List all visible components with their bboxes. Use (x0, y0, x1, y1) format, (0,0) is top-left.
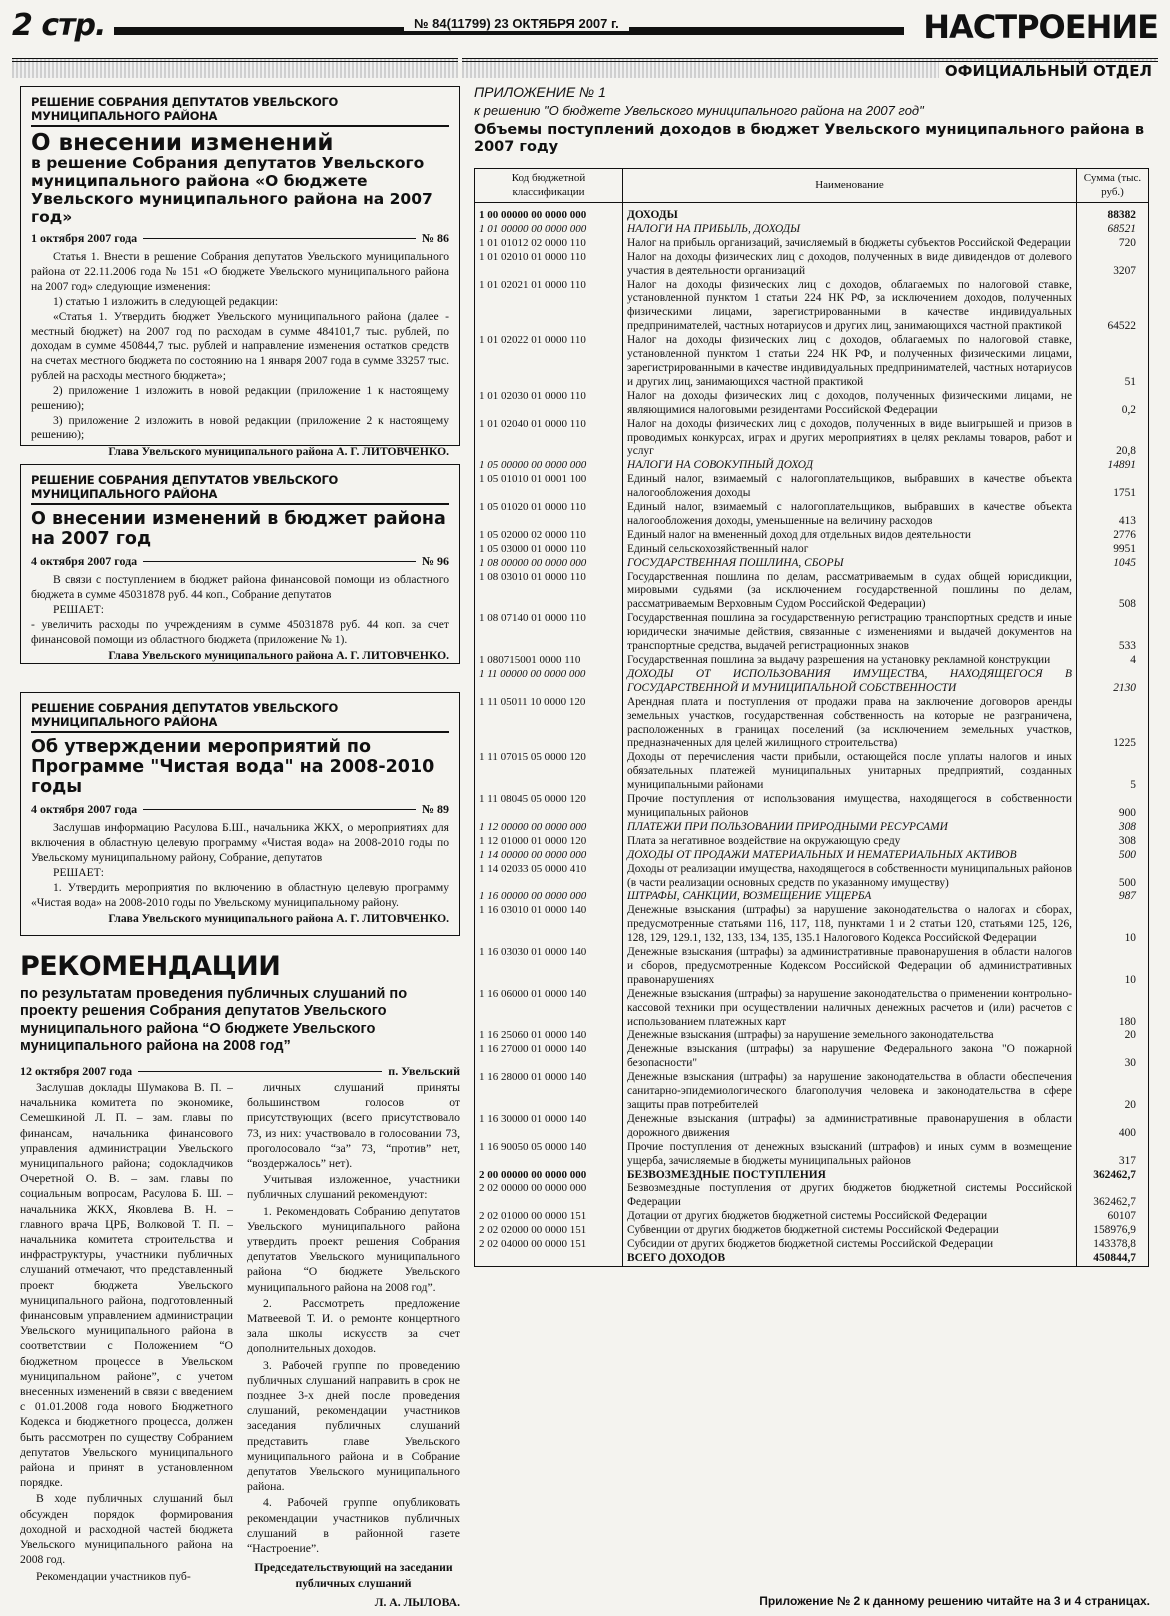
cell-name: ГОСУДАРСТВЕННАЯ ПОШЛИНА, СБОРЫ (623, 557, 1077, 571)
subsection-name: ОФИЦИАЛЬНЫЙ ОТДЕЛ (939, 62, 1158, 80)
cell-sum: 720 (1077, 237, 1149, 251)
decision-date: 4 октября 2007 года (31, 554, 138, 569)
cell-name: Доходы от перечисления части прибыли, остающейся после уплаты налогов и иных обязательных платежей муниципальных унитарных предприятий, созданных муниципальными районами (623, 751, 1077, 793)
cell-name: Налог на доходы физических лиц с доходов, облагаемых по налоговой ставке, установленной пунктом 1 статьи 224 НК РФ, за исключением доходов, полученных физическими лицами, зарегистрированными в качестве индивидуальных предпринимателей, частных нотариусов и других лиц, занимающихся частной практикой (623, 279, 1077, 335)
table-row (475, 946, 1149, 988)
table-row (475, 890, 1149, 904)
cell-sum: 900 (1077, 793, 1149, 821)
table-body (475, 203, 1149, 1267)
table-row (475, 390, 1149, 418)
appendix-header (474, 84, 1158, 157)
cell-code: 1 16 30000 01 0000 140 (475, 1113, 623, 1141)
cell-sum: 3207 (1077, 251, 1149, 279)
table-row (475, 1224, 1149, 1238)
decision-title: Об утверждении мероприятий по Программе "Чистая вода" на 2008-2010 годы (31, 737, 435, 798)
column-header-sum: Сумма (тыс. руб.) (1077, 169, 1149, 203)
cell-name: Плата за негативное воздействие на окружающую среду (623, 835, 1077, 849)
paragraph: 3) приложение 2 изложить в новой редакции (приложение 2 к настоящему решению); (31, 413, 449, 442)
paragraph: 4. Рабочей группе опубликовать рекомендации участников публичных слушаний в районной газете “Настроение”. (247, 1496, 460, 1556)
cell-name: Единый налог, взимаемый с налогоплательщиков, выбравших в качестве объекта налогообложения доходы, уменьшенные на величину расходов (623, 501, 1077, 529)
cell-code: 1 16 00000 00 0000 000 (475, 890, 623, 904)
cell-sum: 500 (1077, 849, 1149, 863)
table-row (475, 821, 1149, 835)
paragraph: «Статья 1. Утвердить бюджет Увельского муниципального района (далее - местный бюджет) на 2007 год по расходам в сумме 484101,7 тыс. рублей, по доходам в сумме 450844,7 тыс. рублей и направление изменения остатков средств на счетах местного бюджета по состоянию на 1 января 2007 года в сумме 33257 тыс. рублей на расходы местного бюджета»; (31, 309, 449, 383)
cell-code (475, 1252, 623, 1266)
left-section-bar (12, 58, 458, 78)
cell-sum: 68521 (1077, 223, 1149, 237)
paragraph: 2. Рассмотреть предложение Матвеевой Т. И. о ремонте концертного зала школы искусств за счет дополнительных доходов. (247, 1296, 460, 1356)
cell-code: 1 16 25060 01 0000 140 (475, 1029, 623, 1043)
cell-code: 1 14 02033 05 0000 410 (475, 863, 623, 891)
cell-name: Дотации от других бюджетов бюджетной системы Российской Федерации (623, 1210, 1077, 1224)
paragraph: 1. Утвердить мероприятия по включению в областную целевую программу «Чистая вода» на 2008-2010 годы по Увельскому муниципальному району. (31, 880, 449, 909)
decision-date: 4 октября 2007 года (31, 802, 138, 817)
decision-kicker: РЕШЕНИЕ СОБРАНИЯ ДЕПУТАТОВ УВЕЛЬСКОГО МУНИЦИПАЛЬНОГО РАЙОНА (31, 473, 339, 501)
signature: Глава Увельского муниципального района А. Г. ЛИТОВЧЕНКО. (108, 912, 449, 926)
signature-role: Председательствующий на заседании публичных слушаний (254, 1561, 453, 1590)
paragraph: Рекомендации участников пуб- (36, 1569, 191, 1583)
table-row (475, 668, 1149, 696)
table-row (475, 988, 1149, 1030)
recommendations-title: РЕКОМЕНДАЦИИ (20, 951, 281, 982)
dateline-rule (143, 561, 416, 562)
cell-code: 1 05 02000 02 0000 110 (475, 529, 623, 543)
cell-name: Прочие поступления от денежных взысканий (штрафов) и иных сумм в возмещение ущерба, зачисляемые в бюджеты муниципальных районов (623, 1141, 1077, 1169)
table-row (475, 751, 1149, 793)
table-row (475, 696, 1149, 752)
cell-name: ПЛАТЕЖИ ПРИ ПОЛЬЗОВАНИИ ПРИРОДНЫМИ РЕСУРСАМИ (623, 821, 1077, 835)
cell-code: 1 16 03010 01 0000 140 (475, 904, 623, 946)
decision-title: О внесении изменений в бюджет района на 2007 год (31, 509, 446, 550)
cell-name: Денежные взыскания (штрафы) за административные правонарушения в области дорожного движения (623, 1113, 1077, 1141)
cell-sum: 4 (1077, 654, 1149, 668)
recommendations-body (20, 1080, 460, 1610)
table-row (475, 612, 1149, 654)
paragraph: РЕШАЕТ: (53, 865, 104, 879)
cell-code: 2 02 01000 00 0000 151 (475, 1210, 623, 1224)
cell-name: Единый налог на вмененный доход для отдельных видов деятельности (623, 529, 1077, 543)
cell-sum: 413 (1077, 501, 1149, 529)
table-row (475, 418, 1149, 460)
cell-sum: 2776 (1077, 529, 1149, 543)
cell-name: Налог на доходы физических лиц с доходов, полученных физическими лицами, не являющимися налоговыми резидентами Российской Федерации (623, 390, 1077, 418)
cell-sum: 5 (1077, 751, 1149, 793)
table-row (475, 1113, 1149, 1141)
cell-code: 1 01 02040 01 0000 110 (475, 418, 623, 460)
paragraph: 3. Рабочей группе по проведению публичных слушаний направить в срок не позднее 3-х дней после проведения слушаний, рекомендации участников заседания публичных слушаний представить главе Увельского муниципального района и в Собрание депутатов Увельского муниципального района. (247, 1358, 460, 1494)
recommendations-subtitle: по результатам проведения публичных слушаний по проекту решения Собрания депутатов Увельского муниципального района “О бюджете Увельского муниципального района на 2008 год” (20, 985, 408, 1055)
cell-code: 2 02 00000 00 0000 000 (475, 1182, 623, 1210)
appendix-heading: Объемы поступлений доходов в бюджет Увельского муниципального района в 2007 году (474, 122, 1145, 156)
cell-code: 2 02 02000 00 0000 151 (475, 1224, 623, 1238)
decision-86-box (20, 86, 460, 459)
cell-sum: 60107 (1077, 1210, 1149, 1224)
signature-name: Л. А. ЛЫЛОВА. (374, 1595, 460, 1609)
income-table (474, 168, 1149, 1267)
cell-name: Денежные взыскания (штрафы) за нарушение законодательства о налогах и сборах, предусмотренные статьями 116, 117, 118, пунктами 1 и 2 статьи 120, статьями 125, 126, 128, 129, 129.1, 132, 133, 134, 135, 135.1 Налогового Кодекса Российской Федерации (623, 904, 1077, 946)
table-row (475, 793, 1149, 821)
table-row (475, 459, 1149, 473)
cell-sum: 362462,7 (1077, 1169, 1149, 1183)
cell-name: ШТРАФЫ, САНКЦИИ, ВОЗМЕЩЕНИЕ УЩЕРБА (623, 890, 1077, 904)
cell-sum: 10 (1077, 946, 1149, 988)
cell-code: 1 01 02021 01 0000 110 (475, 279, 623, 335)
decision-kicker: РЕШЕНИЕ СОБРАНИЯ ДЕПУТАТОВ УВЕЛЬСКОГО МУНИЦИПАЛЬНОГО РАЙОНА (31, 95, 339, 123)
cell-sum: 317 (1077, 1141, 1149, 1169)
cell-code: 2 00 00000 00 0000 000 (475, 1169, 623, 1183)
appendix-label: ПРИЛОЖЕНИЕ № 1 (474, 84, 606, 100)
cell-code: 1 08 07140 01 0000 110 (475, 612, 623, 654)
cell-name: Налог на доходы физических лиц с доходов, облагаемых по налоговой ставке, установленной пунктом 1 статьи 224 НК РФ, и полученных физическими лицами, зарегистрированными в качестве индивидуальных предпринимателей, частных нотариусов и других лиц, занимающихся частной практикой (623, 334, 1077, 390)
cell-sum: 10 (1077, 904, 1149, 946)
table-row (475, 654, 1149, 668)
cell-sum: 1225 (1077, 696, 1149, 752)
recommendations-date: 12 октября 2007 года (20, 1063, 133, 1078)
cell-sum: 64522 (1077, 279, 1149, 335)
newspaper-name: НАСТРОЕНИЕ (923, 8, 1158, 46)
table-row (475, 571, 1149, 613)
cell-code: 2 02 04000 00 0000 151 (475, 1238, 623, 1252)
cell-sum: 400 (1077, 1113, 1149, 1141)
kicker-rule (31, 125, 449, 127)
table-row (475, 1182, 1149, 1210)
table-row (475, 1252, 1149, 1266)
table-row (475, 1169, 1149, 1183)
cell-sum: 2130 (1077, 668, 1149, 696)
table-row (475, 279, 1149, 335)
cell-sum: 308 (1077, 835, 1149, 849)
cell-code: 1 05 01020 01 0000 110 (475, 501, 623, 529)
recommendations-header (20, 952, 460, 1083)
text-column-1 (20, 1080, 233, 1610)
cell-sum: 14891 (1077, 459, 1149, 473)
dateline-rule (138, 1071, 382, 1072)
cell-code: 1 01 02022 01 0000 110 (475, 334, 623, 390)
table-row (475, 473, 1149, 501)
cell-name: Доходы от реализации имущества, находящегося в собственности муниципальных районов (в части реализации основных средств по указанному имуществу) (623, 863, 1077, 891)
table-row (475, 501, 1149, 529)
cell-name: Субсидии от других бюджетов бюджетной системы Российской Федерации (623, 1238, 1077, 1252)
cell-sum: 450844,7 (1077, 1252, 1149, 1266)
cell-name: НАЛОГИ НА ПРИБЫЛЬ, ДОХОДЫ (623, 223, 1077, 237)
table-row (475, 223, 1149, 237)
table-row (475, 557, 1149, 571)
table-row (475, 237, 1149, 251)
paragraph: В ходе публичных слушаний был обсужден порядок формирования доходной и расходной частей бюджета Увельского муниципального района на 2008 год. (20, 1492, 233, 1567)
table-row (475, 1141, 1149, 1169)
cell-code: 1 01 02030 01 0000 110 (475, 390, 623, 418)
decision-date: 1 октября 2007 года (31, 231, 138, 246)
cell-sum: 20 (1077, 1029, 1149, 1043)
cell-sum: 51 (1077, 334, 1149, 390)
column-header-name: Наименование (623, 169, 1077, 203)
cell-sum: 362462,7 (1077, 1182, 1149, 1210)
cell-name: Денежные взыскания (штрафы) за административные правонарушения в области налогов и сборов, предусмотренные Кодексом Российской Федерации об административных правонарушениях (623, 946, 1077, 988)
cell-code: 1 11 05011 10 0000 120 (475, 696, 623, 752)
dateline (31, 231, 449, 246)
decision-subtitle: в решение Собрания депутатов Увельского муниципального района «О бюджете Увельского муниципального района на 2007 год» (31, 154, 433, 226)
table-row (475, 543, 1149, 557)
cell-sum: 308 (1077, 821, 1149, 835)
cell-name: Налог на доходы физических лиц с доходов, полученных в виде выигрышей и призов в проводимых конкурсах, играх и других мероприятиях в целях рекламы товаров, работ и услуг (623, 418, 1077, 460)
table-row (475, 529, 1149, 543)
paragraph: 1) статью 1 изложить в следующей редакции: (53, 294, 279, 308)
decision-number: № 89 (421, 802, 449, 817)
paragraph: 1. Рекомендовать Собранию депутатов Увельского муниципального района утвердить проект решения Собрания депутатов Увельского муниципального района “О бюджете Увельского муниципального района на 2008 год”. (247, 1204, 460, 1294)
table-row (475, 1238, 1149, 1252)
cell-name: Налог на доходы физических лиц с доходов, полученных в виде дивидендов от долевого участия в деятельности организаций (623, 251, 1077, 279)
paragraph: Заслушав информацию Расулова Б.Ш., начальника ЖКХ, о мероприятиях для включения в областную целевую программу «Чистая вода» на 2008-2010 годы по Увельскому муниципальному району, Собрание, депутатов (31, 821, 449, 865)
cell-name: Денежные взыскания (штрафы) за нарушение законодательства в области обеспечения санитарно-эпидемиологического благополучия человека и законодательства в сфере защиты прав потребителей (623, 1071, 1077, 1113)
cell-name: Государственная пошлина за выдачу разрешения на установку рекламной конструкции (623, 654, 1077, 668)
dateline (31, 802, 449, 817)
cell-sum: 88382 (1077, 203, 1149, 223)
table-row (475, 904, 1149, 946)
cell-code: 1 01 01012 02 0000 110 (475, 237, 623, 251)
cell-name: Безвозмездные поступления от других бюджетов бюджетной системы Российской Федерации (623, 1182, 1077, 1210)
cell-name: Единый налог, взимаемый с налогоплательщиков, выбравших в качестве объекта налогообложения доходы (623, 473, 1077, 501)
cell-code: 1 12 00000 00 0000 000 (475, 821, 623, 835)
masthead (12, 8, 1158, 48)
paragraph: личных слушаний приняты большинством голосов от присутствующих (всего присутствовало 73, из них: участвовало в голосовании 73, проголосовало “за” 73, “против” нет, “воздержалось” нет). (247, 1081, 460, 1171)
cell-sum: 20 (1077, 1071, 1149, 1113)
cell-name: Арендная плата и поступления от продажи права на заключение договоров аренды земельных участков, государственная собственность на которые не разграничена, расположенных в границах поселений (за исключением земельных участков, предназначенных для целей жилищного строительства) (623, 696, 1077, 752)
paragraph: 2) приложение 1 изложить в новой редакции (приложение 1 к настоящему решению); (31, 383, 449, 412)
decision-title: О внесении изменений (31, 130, 334, 156)
issue-line: № 84(11799) 23 ОКТЯБРЯ 2007 г. (404, 16, 629, 31)
table-row (475, 1071, 1149, 1113)
cell-name: Денежные взыскания (штрафы) за нарушение земельного законодательства (623, 1029, 1077, 1043)
dateline-rule (143, 809, 416, 810)
decision-number: № 86 (421, 231, 449, 246)
dateline-rule (143, 238, 416, 239)
cell-code: 1 16 90050 05 0000 140 (475, 1141, 623, 1169)
cell-name: НАЛОГИ НА СОВОКУПНЫЙ ДОХОД (623, 459, 1077, 473)
cell-code: 1 11 08045 05 0000 120 (475, 793, 623, 821)
table-row (475, 251, 1149, 279)
cell-sum: 508 (1077, 571, 1149, 613)
cell-name: Государственная пошлина за государственную регистрацию транспортных средств и иные юридически значимые действия, связанные с изменениями и выдачей документов на транспортные средства, выдачей регистрационных знаков (623, 612, 1077, 654)
kicker-rule (31, 503, 449, 505)
cell-sum: 500 (1077, 863, 1149, 891)
table-row (475, 1210, 1149, 1224)
cell-sum: 0,2 (1077, 390, 1149, 418)
cell-code: 1 05 03000 01 0000 110 (475, 543, 623, 557)
table-row (475, 863, 1149, 891)
cell-name: Государственная пошлина по делам, рассматриваемым в судах общей юрисдикции, мировыми судьями (за исключением государственной пошлины по делам, рассматриваемым Верховным Судом Российской Федерации) (623, 571, 1077, 613)
subsection-bar (462, 58, 1158, 78)
cell-code: 1 11 00000 00 0000 000 (475, 668, 623, 696)
paragraph: Учитывая изложенное, участники публичных слушаний рекомендуют: (247, 1173, 460, 1202)
cell-name: Единый сельскохозяйственный налог (623, 543, 1077, 557)
decision-96-box (20, 464, 460, 664)
table-row (475, 334, 1149, 390)
text-column-2 (247, 1080, 460, 1610)
appendix-reference: к решению "О бюджете Увельского муниципального района на 2007 год" (474, 103, 924, 118)
paragraph: РЕШАЕТ: (53, 602, 104, 616)
cell-sum: 9951 (1077, 543, 1149, 557)
signature: Глава Увельского муниципального района А. Г. ЛИТОВЧЕНКО. (108, 445, 449, 459)
cell-name: ДОХОДЫ ОТ ПРОДАЖИ МАТЕРИАЛЬНЫХ И НЕМАТЕРИАЛЬНЫХ АКТИВОВ (623, 849, 1077, 863)
cell-name: Денежные взыскания (штрафы) за нарушение законодательства о применении контрольно-кассовой техники при осуществлении наличных денежных расчетов и (или) расчетов с использованием платежных карт (623, 988, 1077, 1030)
cell-code: 1 14 00000 00 0000 000 (475, 849, 623, 863)
cell-sum: 20,8 (1077, 418, 1149, 460)
cell-name: Субвенции от других бюджетов бюджетной системы Российской Федерации (623, 1224, 1077, 1238)
cell-sum: 1751 (1077, 473, 1149, 501)
cell-code: 1 08 03010 01 0000 110 (475, 571, 623, 613)
cell-sum: 158976,9 (1077, 1224, 1149, 1238)
cell-code: 1 05 00000 00 0000 000 (475, 459, 623, 473)
cell-name: ВСЕГО ДОХОДОВ (623, 1252, 1077, 1266)
footnote: Приложение № 2 к данному решению читайте на 3 и 4 страницах. (759, 1594, 1150, 1608)
cell-code: 1 16 27000 01 0000 140 (475, 1043, 623, 1071)
cell-code: 1 080715001 0000 110 (475, 654, 623, 668)
column-header-code: Код бюджетной классификации (475, 169, 623, 203)
cell-name: Прочие поступления от использования имущества, находящегося в собственности муниципальных районов (623, 793, 1077, 821)
cell-name: Денежные взыскания (штрафы) за нарушение Федерального закона "О пожарной безопасности" (623, 1043, 1077, 1071)
cell-code: 1 01 02010 01 0000 110 (475, 251, 623, 279)
cell-sum: 30 (1077, 1043, 1149, 1071)
cell-code: 1 05 01010 01 0001 100 (475, 473, 623, 501)
cell-code: 1 16 28000 01 0000 140 (475, 1071, 623, 1113)
paragraph: - увеличить расходы по учреждениям в сумме 45031878 руб. 44 коп. за счет финансовой помощи из областного бюджета (приложение № 1). (31, 617, 449, 646)
cell-sum: 143378,8 (1077, 1238, 1149, 1252)
table-row (475, 849, 1149, 863)
dateline (20, 1064, 460, 1079)
decision-kicker: РЕШЕНИЕ СОБРАНИЯ ДЕПУТАТОВ УВЕЛЬСКОГО МУНИЦИПАЛЬНОГО РАЙОНА (31, 701, 339, 729)
cell-name: ДОХОДЫ ОТ ИСПОЛЬЗОВАНИЯ ИМУЩЕСТВА, НАХОДЯЩЕГОСЯ В ГОСУДАРСТВЕННОЙ И МУНИЦИПАЛЬНОЙ СОБСТВЕННОСТИ (623, 668, 1077, 696)
page-number: 2 стр. (12, 8, 106, 43)
table-row (475, 835, 1149, 849)
decision-89-box (20, 692, 460, 936)
cell-code: 1 16 03030 01 0000 140 (475, 946, 623, 988)
decision-number: № 96 (421, 554, 449, 569)
table-row (475, 1043, 1149, 1071)
paragraph: Заслушав доклады Шумакова В. П. – начальника комитета по экономике, Семешкиной Л. П. – зам. главы по финансам, начальника финансового управления администрации Увельского муниципального района; содокладчиков Очеретной О. В. – зам. главы по социальным вопросам, Расулова Б. Ш. – начальника ЖКХ, Яковлева В. Н. – главного врача ЦРБ, Волковой Т. П. – начальника комитета строительства и инфраструктуры, участники публичных слушаний отмечают, что представленный проект бюджета Увельского муниципального района, подготовленный финансовым управлением администрации Увельского муниципального района в соответствии с Положением “О бюджетном процессе в Увельском муниципальном районе”, с учетом внесенных изменений в связи с введением с 01.01.2008 года нового Бюджетного Кодекса и бюджетного процесса, должен быть рассмотрен по существу Собранием депутатов Увельского муниципального района и принят в установленном порядке. (20, 1081, 233, 1490)
cell-sum: 1045 (1077, 557, 1149, 571)
cell-name: БЕЗВОЗМЕЗДНЫЕ ПОСТУПЛЕНИЯ (623, 1169, 1077, 1183)
table-row (475, 203, 1149, 223)
cell-code: 1 16 06000 01 0000 140 (475, 988, 623, 1030)
cell-code: 1 08 00000 00 0000 000 (475, 557, 623, 571)
kicker-rule (31, 731, 449, 733)
cell-code: 1 01 00000 00 0000 000 (475, 223, 623, 237)
paragraph: Статья 1. Внести в решение Собрания депутатов Увельского муниципального района от 22.11.2006 года № 151 «О бюджете Увельского муниципального района на 2007 год» следующие изменения: (31, 250, 449, 294)
cell-name: Налог на прибыль организаций, зачисляемый в бюджеты субъектов Российской Федерации (623, 237, 1077, 251)
signature: Глава Увельского муниципального района А. Г. ЛИТОВЧЕНКО. (108, 649, 449, 663)
cell-sum: 533 (1077, 612, 1149, 654)
dateline (31, 554, 449, 569)
table-row (475, 1029, 1149, 1043)
cell-code: 1 00 00000 00 0000 000 (475, 203, 623, 223)
cell-name: ДОХОДЫ (623, 203, 1077, 223)
cell-code: 1 11 07015 05 0000 120 (475, 751, 623, 793)
table-header-row (475, 169, 1149, 203)
cell-sum: 987 (1077, 890, 1149, 904)
paragraph: В связи с поступлением в бюджет района финансовой помощи из областного бюджета в сумме 45031878 руб. 44 коп., Собрание депутатов (31, 573, 449, 602)
recommendations-place: п. Увельский (388, 1063, 460, 1078)
cell-sum: 180 (1077, 988, 1149, 1030)
cell-code: 1 12 01000 01 0000 120 (475, 835, 623, 849)
